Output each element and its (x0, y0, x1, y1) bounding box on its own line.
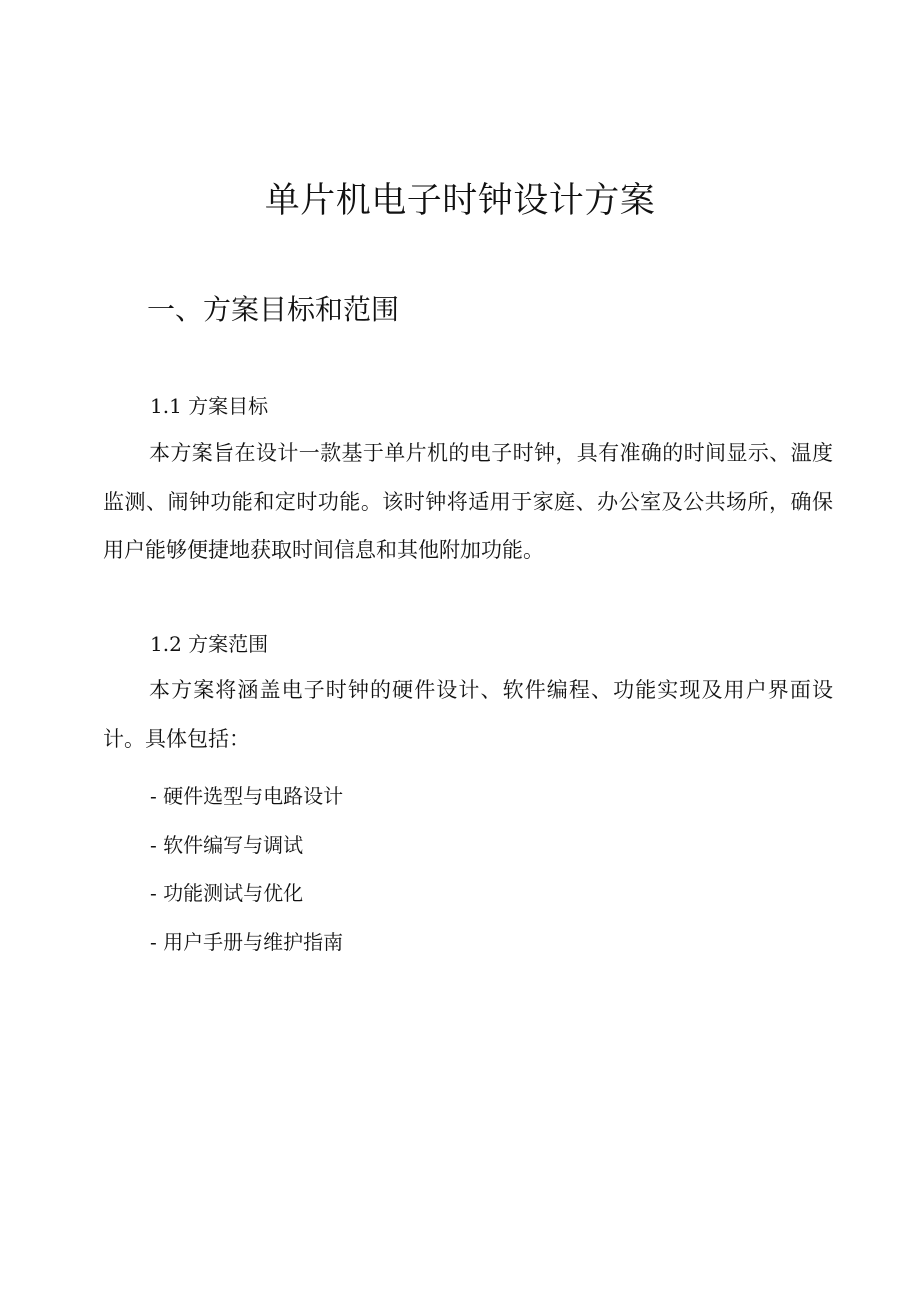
document-title: 单片机电子时钟设计方案 (264, 181, 656, 221)
paragraph-goals: 本方案旨在设计一款基于单片机的电子时钟，具有准确的时间显示、温度监测、闹钟功能和定时功能。该时钟将适用于家庭、办公室及公共场所，确保用户能够便捷地获取时间信息和其他附加功能。 (103, 441, 833, 562)
list-item: - 硬件选型与电路设计 (150, 784, 344, 808)
scope-item-list (150, 772, 343, 966)
list-item: - 用户手册与维护指南 (150, 929, 344, 954)
list-item: - 功能测试与优化 (150, 881, 304, 905)
subsection-heading-scope: 1.2 方案范围 (150, 632, 269, 656)
subsection-heading-goals: 1.1 方案目标 (150, 394, 269, 418)
paragraph-scope: 本方案将涵盖电子时钟的硬件设计、软件编程、功能实现及用户界面设计。具体包括： (103, 678, 833, 751)
list-item: - 软件编写与调试 (150, 832, 304, 857)
section-heading-goals-scope: 一、方案目标和范围 (147, 293, 400, 326)
